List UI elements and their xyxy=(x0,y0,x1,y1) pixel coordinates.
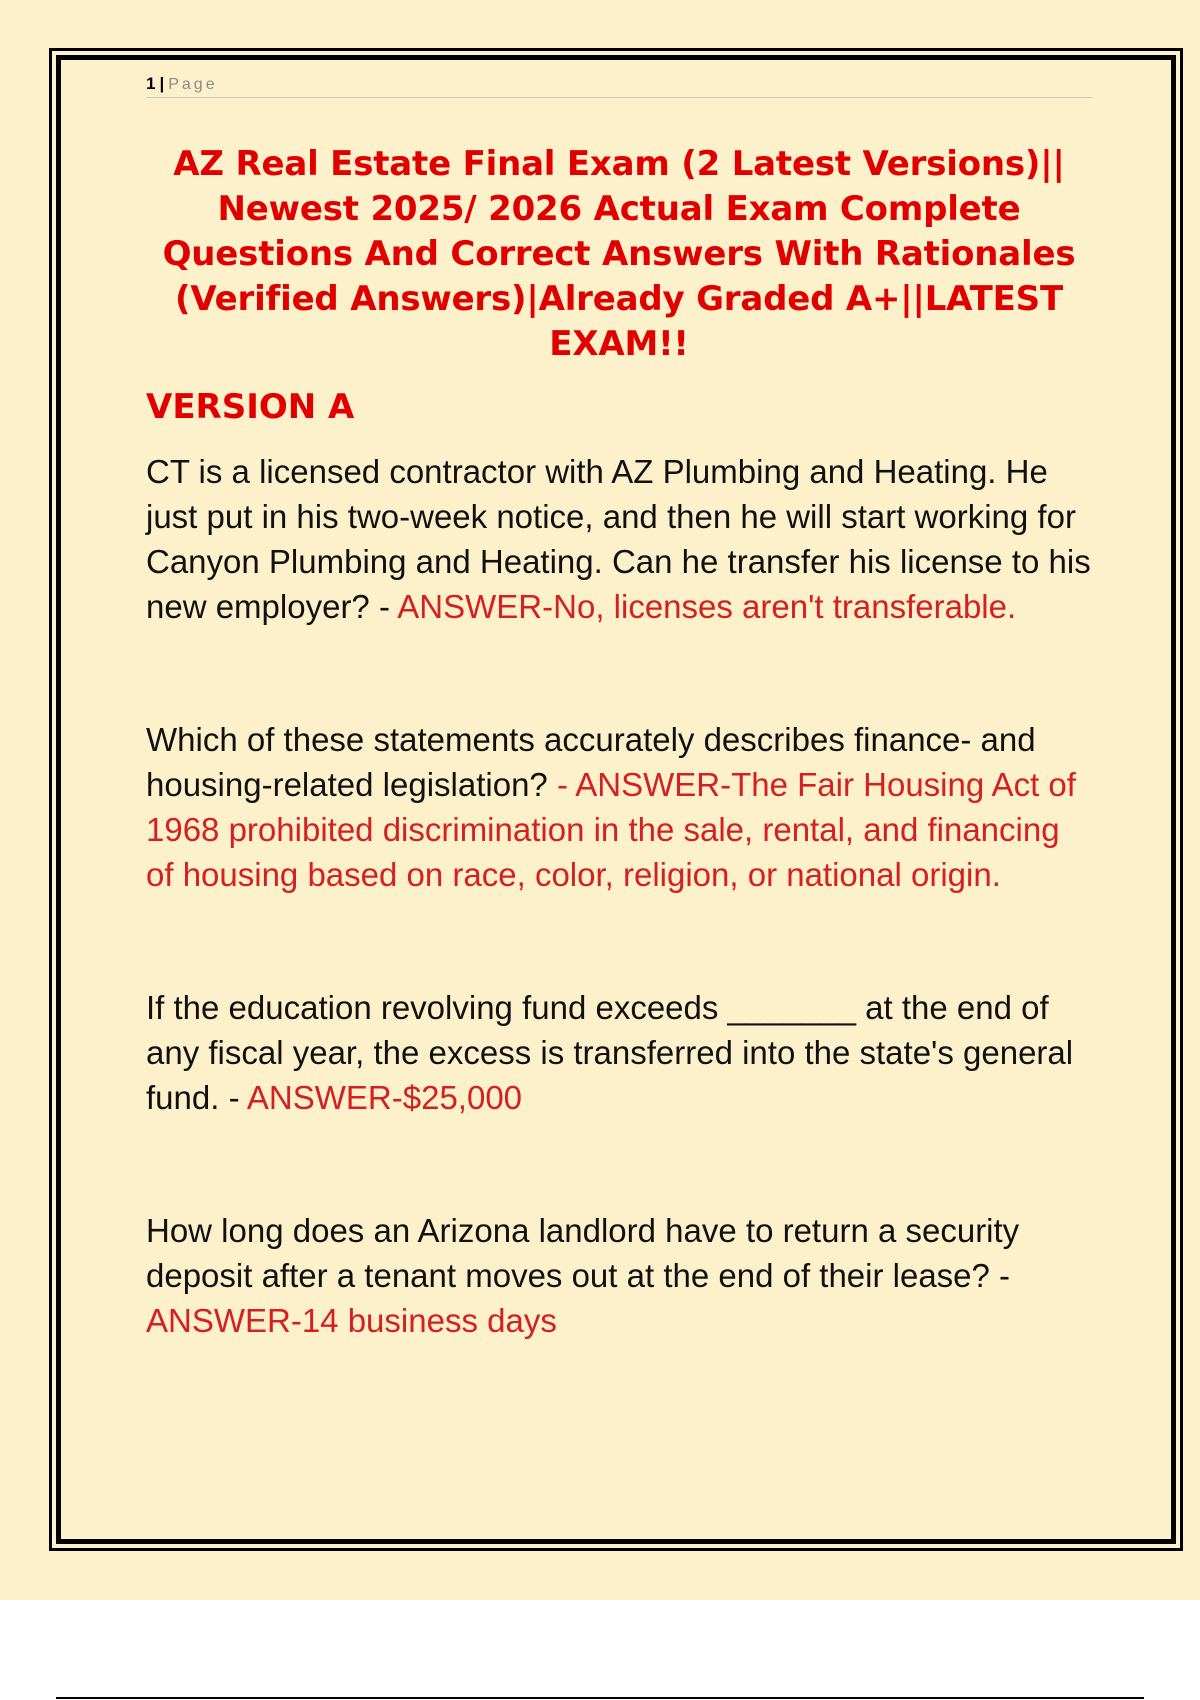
answer-text-1: ANSWER-No, licenses aren't transferable. xyxy=(397,588,1017,625)
footer-divider xyxy=(56,1697,1144,1699)
version-heading: VERSION A xyxy=(146,387,355,427)
document-content xyxy=(146,74,1092,1343)
answer-text-4: ANSWER-14 business days xyxy=(146,1302,557,1339)
question-block-2 xyxy=(146,717,1092,897)
question-text-1: CT is a licensed contractor with AZ Plumbing and Heating. He just put in his two-week notice, and then he will start working for Canyon Plumbing and Heating. Can he transfer his license to his new employer? - xyxy=(146,453,1091,625)
page-number: 1 xyxy=(146,74,156,93)
document-title: AZ Real Estate Final Exam (2 Latest Versions)|| Newest 2025/ 2026 Actual Exam Complete Questions And Correct Answers With Rationales (Verified Answers)|Already Graded A+||LATEST EXAM!! xyxy=(162,144,1076,364)
answer-text-3: ANSWER-$25,000 xyxy=(246,1079,523,1116)
answer-text-2: - ANSWER-The Fair Housing Act of 1968 prohibited discrimination in the sale, rental, and financing of housing based on race, color, religion, or national origin. xyxy=(146,766,1076,893)
page-header-separator: | xyxy=(159,74,165,93)
page-word: Page xyxy=(168,76,218,93)
question-text-3: If the education revolving fund exceeds _______ at the end of any fiscal year, the excess is transferred into the state's general fund. - xyxy=(146,989,1074,1116)
question-block-3 xyxy=(146,985,1092,1120)
page-header xyxy=(146,74,1092,98)
question-text-2: Which of these statements accurately describes finance- and housing-related legislation? xyxy=(146,721,1036,803)
question-block-1 xyxy=(146,449,1092,629)
question-block-4 xyxy=(146,1208,1092,1343)
question-text-4: How long does an Arizona landlord have to return a security deposit after a tenant moves out at the end of their lease? - xyxy=(146,1212,1020,1294)
